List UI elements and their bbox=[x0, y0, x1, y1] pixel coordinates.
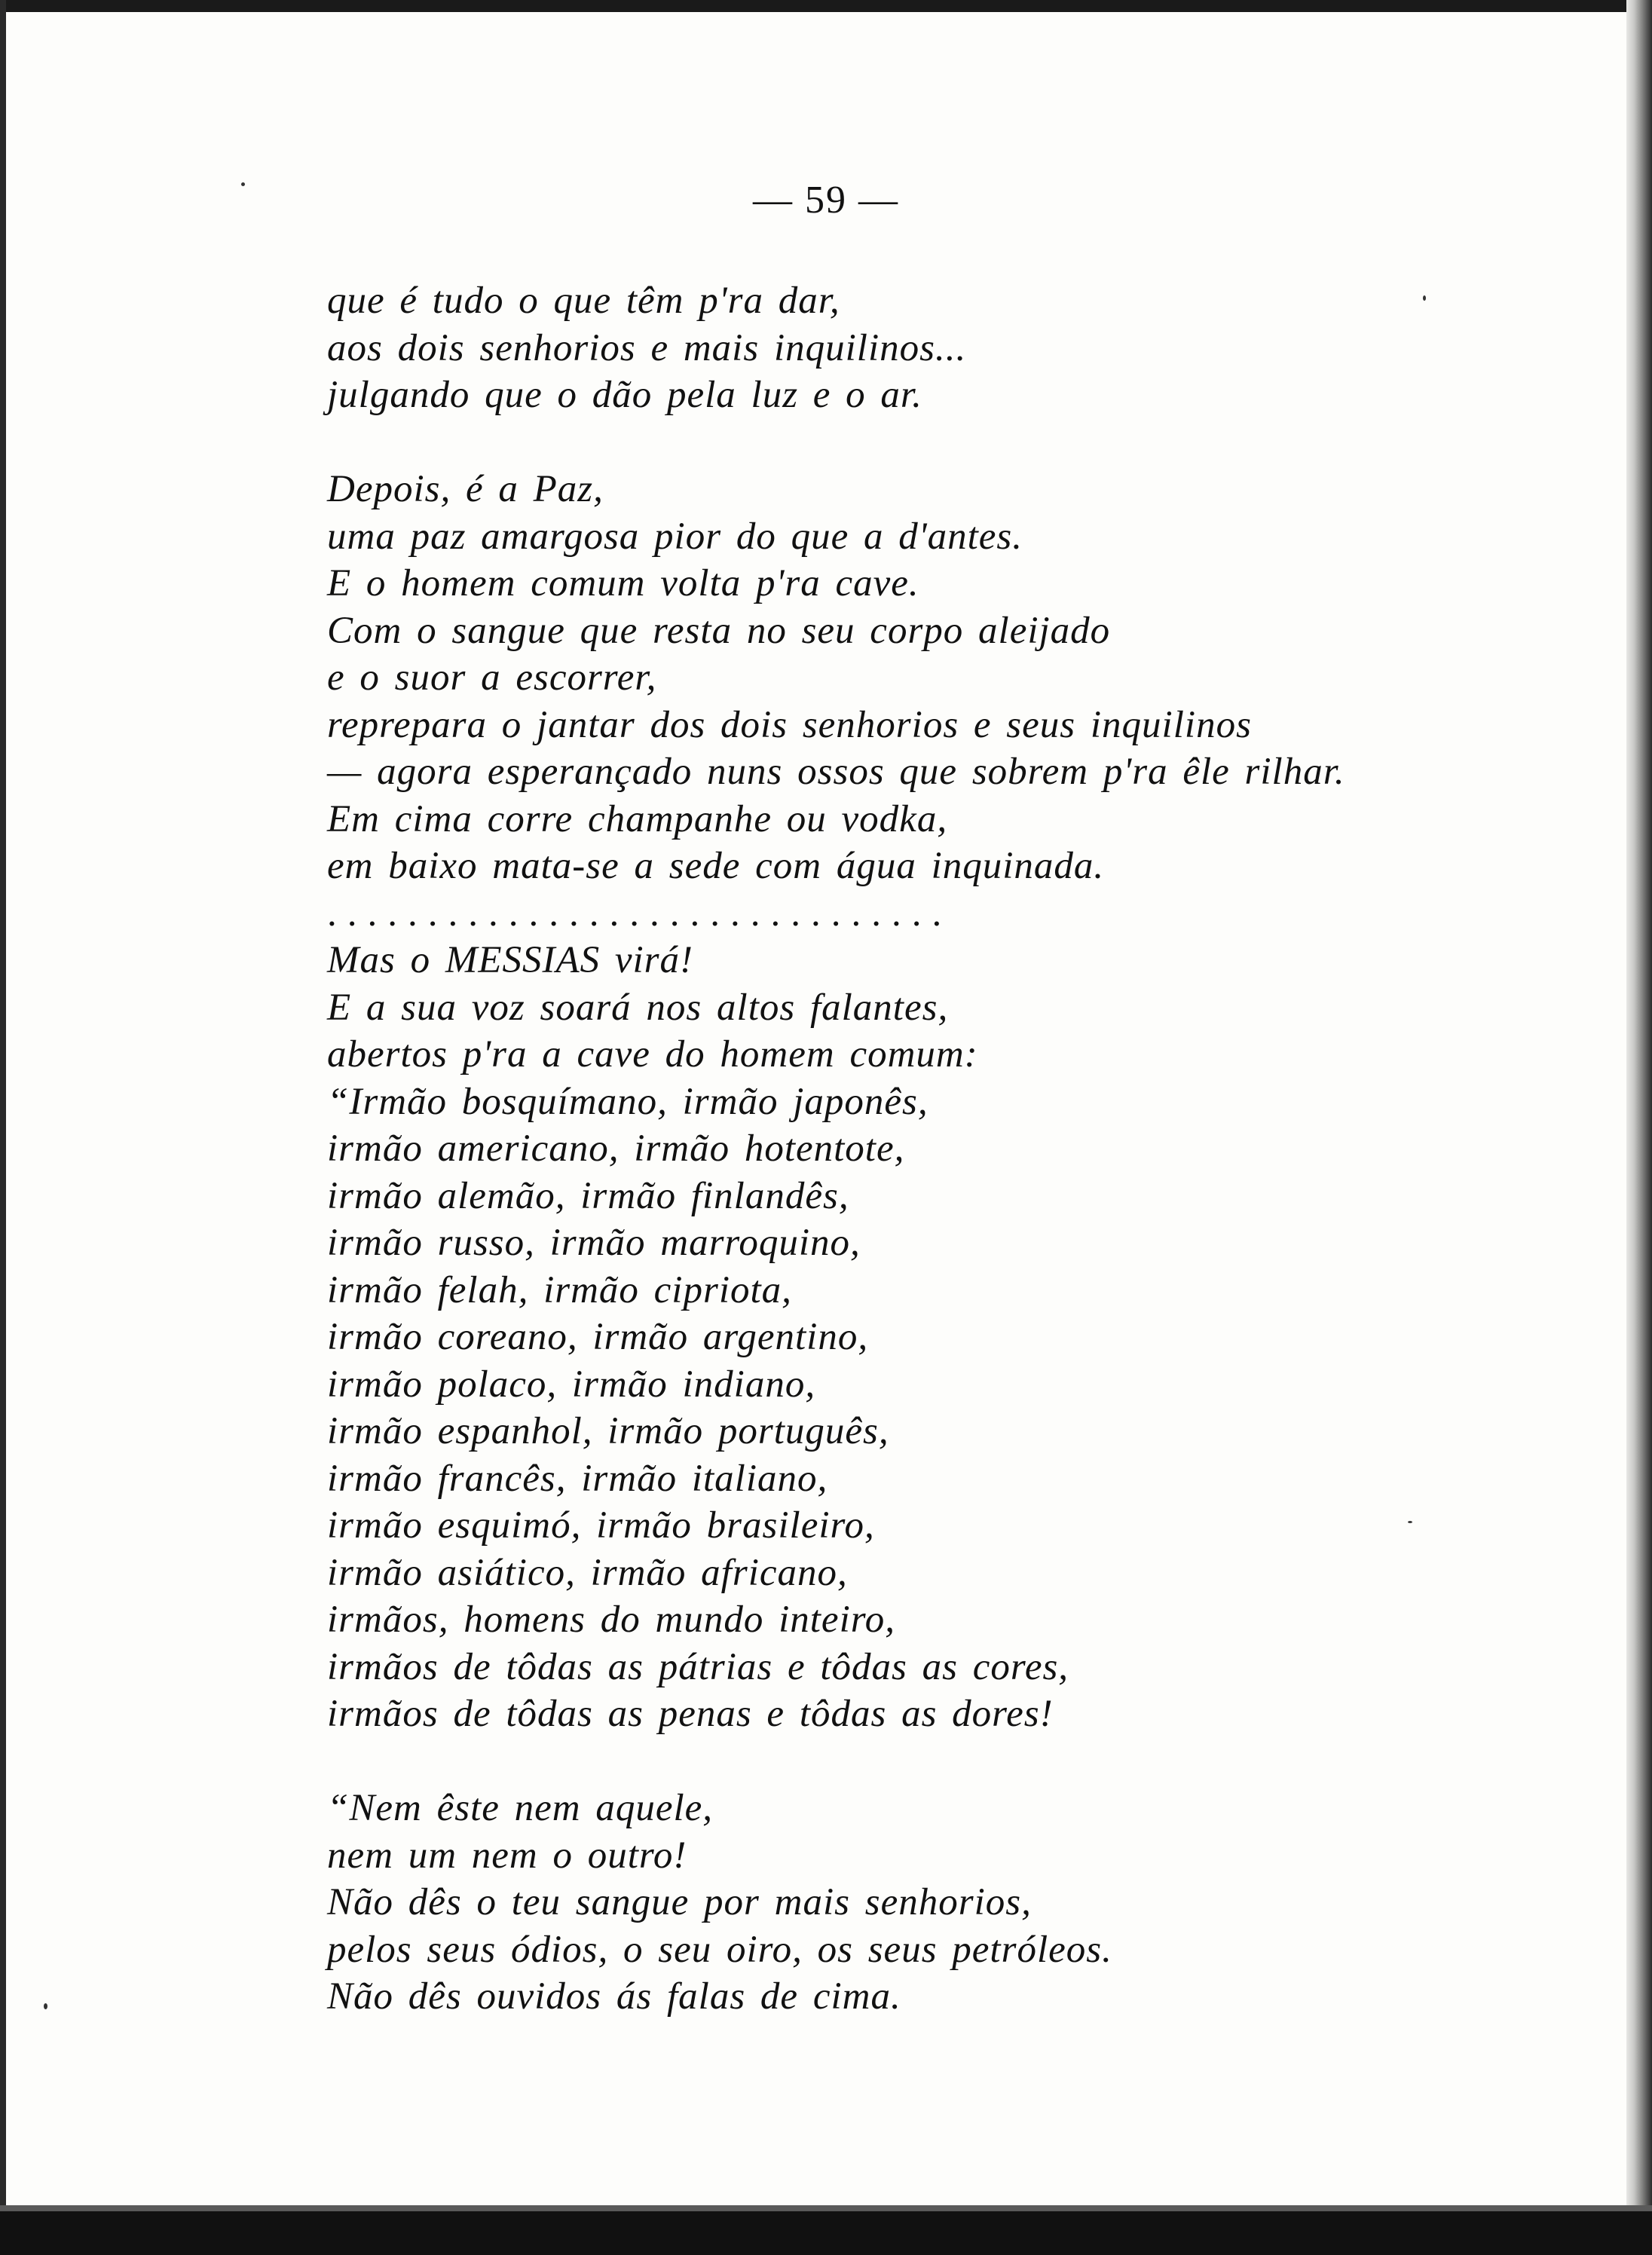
poem-line: irmão esquimó, irmão brasileiro, bbox=[327, 1504, 875, 1547]
poem-line: em baixo mata-se a sede com água inquinada. bbox=[327, 845, 1105, 887]
poem-line: Com o sangue que resta no seu corpo aleijado bbox=[327, 609, 1111, 652]
poem-line: abertos p'ra a cave do homem comum: bbox=[327, 1033, 978, 1075]
poem-line: que é tudo o que têm p'ra dar, bbox=[327, 280, 840, 322]
poem-line: E a sua voz soará nos altos falantes, bbox=[327, 986, 949, 1029]
poem-line: E o homem comum volta p'ra cave. bbox=[327, 562, 919, 604]
poem-line: Não dês ouvidos ás falas de cima. bbox=[327, 1975, 901, 2018]
poem-line: irmão felah, irmão cipriota, bbox=[327, 1268, 792, 1311]
poem-line: irmão coreano, irmão argentino, bbox=[327, 1316, 869, 1358]
scan-edge-left bbox=[0, 0, 6, 2255]
stanza-gap bbox=[327, 419, 1563, 467]
poem-line: irmão espanhol, irmão português, bbox=[327, 1410, 889, 1452]
stanza-gap bbox=[327, 1738, 1563, 1785]
poem-line: irmão polaco, irmão indiano, bbox=[327, 1363, 816, 1406]
page-number: — 59 — bbox=[753, 179, 899, 222]
poem-line: irmão francês, irmão italiano, bbox=[327, 1457, 828, 1500]
poem-line: irmão russo, irmão marroquino, bbox=[327, 1222, 861, 1264]
poem-line: “Nem êste nem aquele, bbox=[327, 1787, 714, 1829]
poem-line: irmão alemão, irmão finlandês, bbox=[327, 1174, 849, 1217]
poem-line: irmãos de tôdas as pátrias e tôdas as cores, bbox=[327, 1645, 1069, 1688]
scan-edge-right bbox=[1626, 0, 1652, 2255]
poem-line: aos dois senhorios e mais inquilinos... bbox=[327, 326, 967, 369]
scan-edge-top bbox=[0, 0, 1652, 12]
poem-line: Mas o MESSIAS virá! bbox=[327, 939, 693, 981]
poem-text bbox=[327, 277, 1563, 2021]
poem-line: Em cima corre champanhe ou vodka, bbox=[327, 797, 948, 840]
poem-line: pelos seus ódios, o seu oiro, os seus petróleos. bbox=[327, 1928, 1112, 1971]
poem-line: Depois, é a Paz, bbox=[327, 468, 604, 510]
poem-line: — agora esperançado nuns ossos que sobrem p'ra êle rilhar. bbox=[327, 751, 1345, 793]
poem-line: irmãos de tôdas as penas e tôdas as dores! bbox=[327, 1693, 1054, 1735]
poem-line: reprepara o jantar dos dois senhorios e seus inquilinos bbox=[327, 703, 1252, 746]
poem-line: nem um nem o outro! bbox=[327, 1834, 687, 1877]
scan-edge-bottom-lip bbox=[0, 2205, 1652, 2211]
poem-line: e o suor a escorrer, bbox=[327, 656, 657, 699]
ellipsis-dots: ............................... bbox=[327, 892, 953, 935]
poem-line: irmão americano, irmão hotentote, bbox=[327, 1128, 905, 1170]
poem-line: irmão asiático, irmão africano, bbox=[327, 1551, 848, 1594]
poem-line: uma paz amargosa pior do que a d'antes. bbox=[327, 515, 1023, 558]
scan-edge-bottom bbox=[0, 2211, 1652, 2255]
poem-line: irmãos, homens do mundo inteiro, bbox=[327, 1599, 895, 1641]
poem-line: julgando que o dão pela luz e o ar. bbox=[327, 374, 922, 416]
poem-line: “Irmão bosquímano, irmão japonês, bbox=[327, 1080, 928, 1123]
poem-line: Não dês o teu sangue por mais senhorios, bbox=[327, 1881, 1032, 1923]
